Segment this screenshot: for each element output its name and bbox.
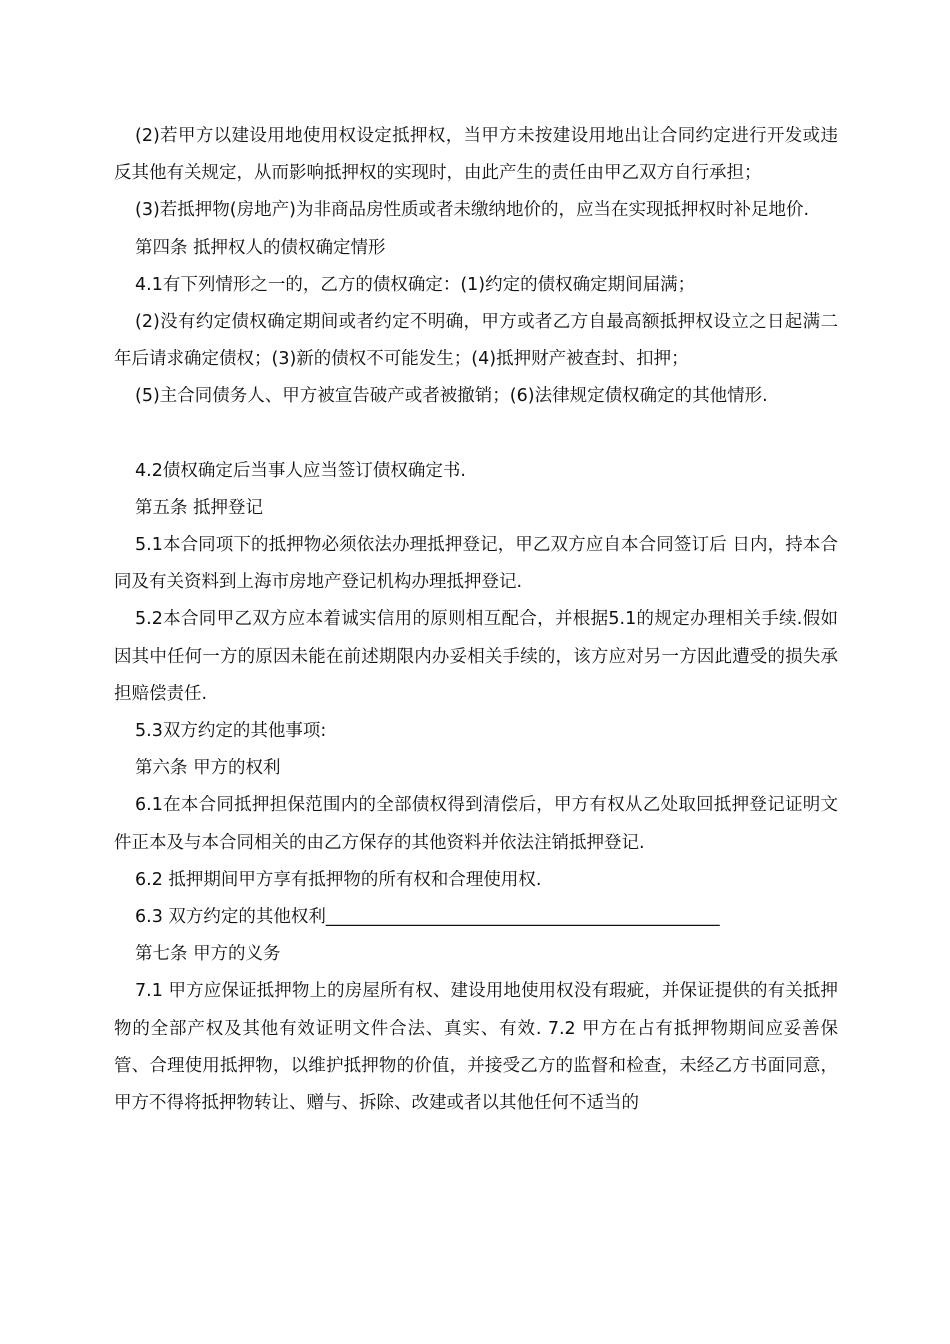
paragraph-4-1-items-2-4: (2)没有约定债权确定期间或者约定不明确，甲方或者乙方自最高额抵押权设立之日起满二年后请求确定债权；(3)新的债权不可能发生；(4)抵押财产被查封、扣押； [114, 312, 838, 370]
heading-article-6: 第六条 甲方的权利 [135, 758, 281, 779]
heading-article-5: 第五条 抵押登记 [135, 497, 264, 518]
heading-article-7: 第七条 甲方的义务 [135, 944, 281, 965]
paragraph-5-1: 5.1本合同项下的抵押物必须依法办理抵押登记，甲乙双方应自本合同签订后 日内，持本合同及有关资料到上海市房地产登记机构办理抵押登记. [114, 535, 838, 593]
paragraph-5-3: 5.3双方约定的其他事项: [135, 721, 327, 742]
paragraph-7-1-7-2: 7.1 甲方应保证抵押物上的房屋所有权、建设用地使用权没有瑕疵，并保证提供的有关抵押物的全部产权及其他有效证明文件合法、真实、有效. 7.2 甲方在占有抵押物期间应妥善保管、合理使用抵押物，以维护抵押物的价值，并接受乙方的监督和检查，未经乙方书面同意，甲方不得将抵押物转让、赠与、拆除、改建或者以其他任何不适当的 [114, 981, 838, 1114]
document-body [114, 118, 838, 1122]
paragraph-6-2: 6.2 抵押期间甲方享有抵押物的所有权和合理使用权. [135, 869, 542, 890]
paragraph-land-use-liability: (2)若甲方以建设用地使用权设定抵押权，当甲方未按建设用地出让合同约定进行开发或违反其他有关规定，从而影响抵押权的实现时，由此产生的责任由甲乙双方自行承担； [114, 126, 838, 184]
paragraph-non-commercial-housing: (3)若抵押物(房地产)为非商品房性质或者未缴纳地价的，应当在实现抵押权时补足地价. [135, 200, 810, 221]
paragraph-5-2: 5.2本合同甲乙双方应本着诚实信用的原则相互配合，并根据5.1的规定办理相关手续.假如因其中任何一方的原因未能在前述期限内办妥相关手续的，该方应对另一方因此遭受的损失承担赔偿责任. [114, 609, 838, 704]
paragraph-4-1: 4.1有下列情形之一的，乙方的债权确定：(1)约定的债权确定期间届满； [135, 274, 696, 295]
heading-article-4: 第四条 抵押权人的债权确定情形 [135, 237, 386, 258]
paragraph-6-1: 6.1在本合同抵押担保范围内的全部债权得到清偿后，甲方有权从乙处取回抵押登记证明文件正本及与本合同相关的由乙方保存的其他资料并依法注销抵押登记. [114, 795, 838, 853]
paragraph-4-1-items-5-6: (5)主合同债务人、甲方被宣告破产或者被撤销；(6)法律规定债权确定的其他情形. [135, 386, 768, 407]
paragraph-6-3: 6.3 双方约定的其他权利_____________________________________________ [135, 907, 720, 928]
blank-line [114, 416, 838, 453]
paragraph-4-2: 4.2债权确定后当事人应当签订债权确定书. [135, 460, 466, 481]
